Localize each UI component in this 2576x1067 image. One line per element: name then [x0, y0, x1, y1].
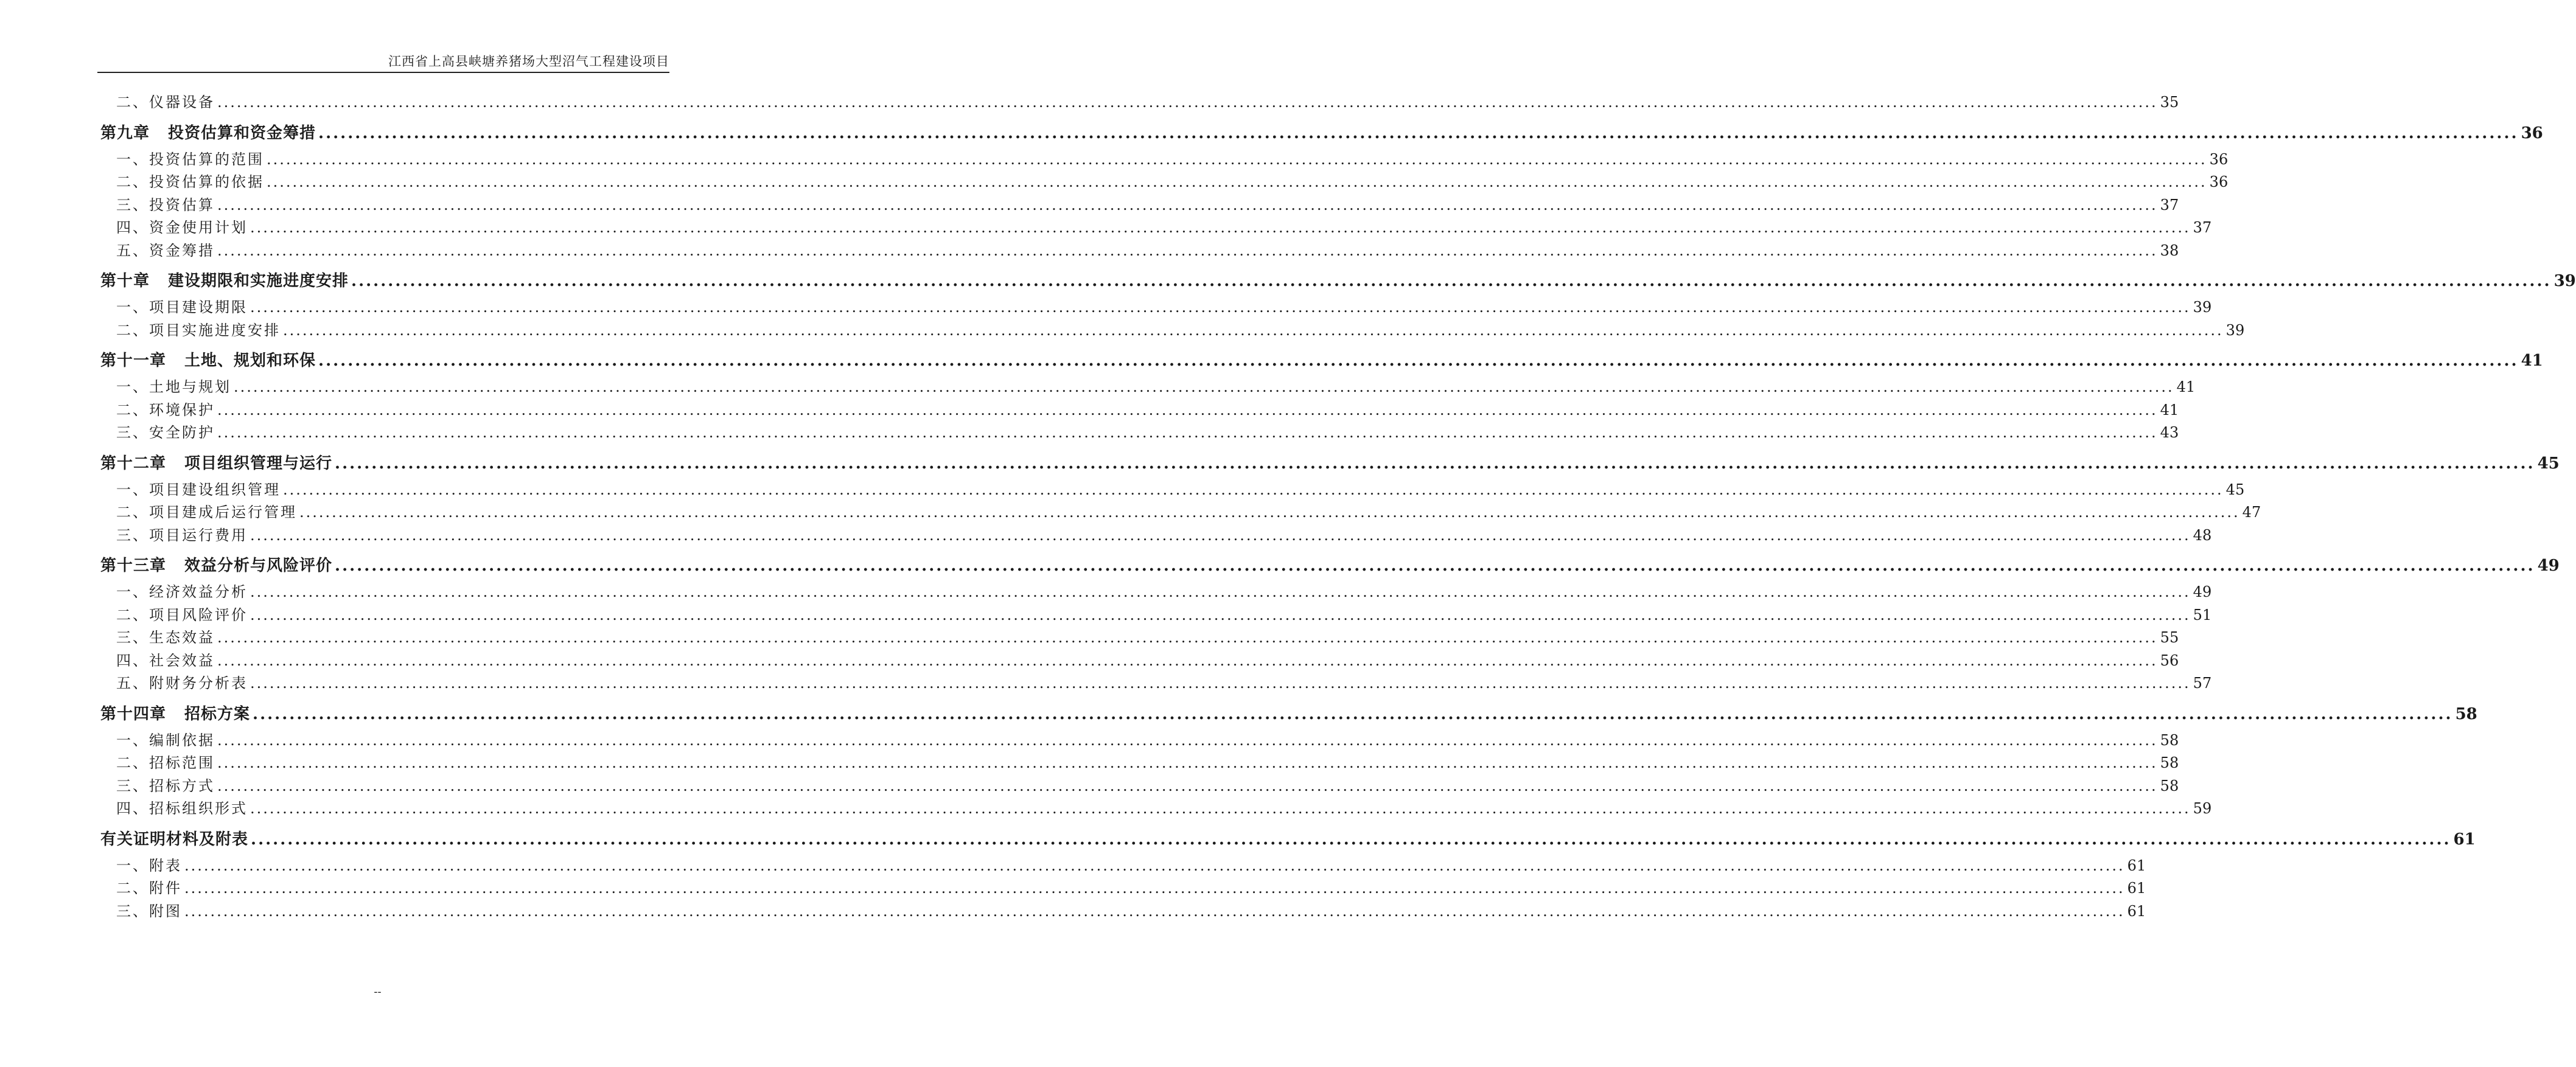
- toc-section-entry[interactable]: [100, 775, 2179, 798]
- toc-dot-leader: ............................................................................................................................................................................................................................................................................................................: [217, 424, 2158, 441]
- toc-entry-title: [100, 118, 316, 148]
- toc-entry-number: 二、: [116, 880, 149, 897]
- toc-entry-number: 二、: [116, 504, 149, 521]
- toc-entry-text: 招标方式: [149, 777, 215, 794]
- toc-entry-title: [116, 798, 248, 821]
- toc-section-entry[interactable]: [100, 194, 2179, 217]
- toc-entry-text: 投资估算: [149, 196, 215, 214]
- toc-entry-text: 建设期限和实施进度安排: [168, 272, 349, 290]
- toc-dot-leader: ............................................................................................................................................................................................................................................................................................................: [267, 150, 2207, 168]
- toc-entry-title: [116, 524, 248, 547]
- toc-section-entry[interactable]: [100, 240, 2179, 263]
- toc-entry-title: [116, 217, 248, 240]
- toc-entry-title: [116, 376, 231, 399]
- toc-entry-page: 51: [2193, 606, 2212, 624]
- toc-entry-page: 49: [2193, 583, 2212, 600]
- toc-entry-text: 仪器设备: [149, 94, 215, 111]
- toc-dot-leader: ............................................................................................................................................................................................................................................................................................................: [217, 652, 2158, 669]
- toc-entry-page: 36: [2521, 123, 2543, 142]
- toc-entry-number: 二、: [116, 321, 149, 339]
- toc-entry-title: [116, 604, 248, 627]
- toc-entry-page: 59: [2193, 800, 2212, 817]
- toc-entry-text: 附件: [149, 880, 182, 897]
- toc-entry-title: [116, 775, 215, 798]
- toc-entry-page: 37: [2193, 219, 2212, 236]
- toc-entry-text: 招标范围: [149, 754, 215, 771]
- toc-entry-page: 55: [2160, 629, 2179, 646]
- toc-entry-text: 投资估算的依据: [149, 173, 264, 190]
- page-number-marker: --: [374, 985, 382, 998]
- toc-dot-leader: ............................................................................................................................................................................................................................................................................................................: [283, 481, 2224, 498]
- toc-entry-title: [116, 422, 215, 445]
- toc-entry-text: 环境保护: [149, 401, 215, 419]
- toc-entry-page: 61: [2127, 902, 2146, 920]
- toc-entry-title: [116, 171, 264, 194]
- toc-entry-title: [116, 855, 182, 878]
- toc-dot-leader: ............................................................................................................................................................................................................................................................................................................: [217, 196, 2158, 214]
- toc-section-entry[interactable]: [100, 501, 2261, 524]
- toc-section-entry[interactable]: [100, 296, 2212, 319]
- toc-dot-leader: ............................................................................................................................................................................................................................................................................................................: [250, 526, 2191, 544]
- toc-entry-text: 项目风险评价: [149, 606, 248, 624]
- toc-section-entry[interactable]: [100, 855, 2146, 878]
- toc-entry-number: 第十一章: [100, 352, 167, 370]
- toc-entry-text: 项目建设期限: [149, 299, 248, 316]
- toc-entry-text: 资金筹措: [149, 242, 215, 259]
- toc-section-entry[interactable]: [100, 91, 2179, 114]
- toc-entry-number: 二、: [116, 401, 149, 419]
- toc-dot-leader: ............................................................................................................................................................................................................................................................................................................: [184, 857, 2125, 874]
- toc-dot-leader: ............................................................................................................................................................................................................................................................................................................: [234, 378, 2174, 395]
- header-title: 江西省上高县峡塘养猪场大型沼气工程建设项目: [388, 54, 669, 69]
- toc-entry-number: 二、: [116, 94, 149, 111]
- toc-dot-leader: ............................................................................................................................................................................................................................................................................................................: [217, 754, 2158, 771]
- toc-entry-page: 61: [2453, 830, 2476, 849]
- toc-entry-title: [116, 148, 264, 172]
- toc-dot-leader: ............................................................................................................................................................................................................................................................................................................: [217, 629, 2158, 646]
- toc-section-entry[interactable]: [100, 877, 2146, 900]
- toc-entry-title: [116, 296, 248, 319]
- toc-entry-page: 41: [2521, 352, 2543, 370]
- toc-entry-page: 61: [2127, 857, 2146, 874]
- toc-dot-leader: ............................................................................................................................................................................................................................................................................................................: [318, 123, 2519, 142]
- toc-entry-text: 安全防护: [149, 424, 215, 441]
- toc-dot-leader: ............................................................................................................................................................................................................................................................................................................: [217, 242, 2158, 259]
- toc-entry-title: [116, 501, 297, 524]
- toc-entry-number: 二、: [116, 754, 149, 771]
- toc-dot-leader: ............................................................................................................................................................................................................................................................................................................: [184, 880, 2125, 897]
- toc-section-entry[interactable]: [100, 798, 2212, 821]
- toc-entry-title: [100, 448, 332, 479]
- toc-dot-leader: ............................................................................................................................................................................................................................................................................................................: [217, 94, 2158, 111]
- toc-dot-leader: ............................................................................................................................................................................................................................................................................................................: [299, 504, 2240, 521]
- toc-chapter-entry[interactable]: [100, 346, 2543, 376]
- toc-entry-page: 49: [2537, 557, 2560, 575]
- toc-entry-text: 招标方案: [184, 704, 251, 723]
- toc-section-entry[interactable]: [100, 627, 2179, 650]
- toc-chapter-entry[interactable]: [100, 448, 2560, 479]
- toc-entry-number: 第十三章: [100, 557, 167, 575]
- toc-entry-text: 社会效益: [149, 652, 215, 669]
- toc-entry-title: [100, 551, 332, 581]
- toc-entry-text: 土地、规划和环保: [184, 352, 316, 370]
- page-header: [97, 51, 669, 73]
- toc-entry-text: 有关证明材料及附表: [100, 830, 249, 849]
- toc-entry-title: [100, 346, 316, 376]
- toc-entry-page: 37: [2160, 196, 2179, 214]
- toc-entry-number: 一、: [116, 378, 149, 395]
- toc-entry-text: 土地与规划: [149, 378, 231, 395]
- toc-entry-page: 45: [2225, 481, 2245, 498]
- toc-entry-text: 附图: [149, 902, 182, 920]
- toc-dot-leader: ............................................................................................................................................................................................................................................................................................................: [250, 800, 2191, 817]
- toc-entry-page: 39: [2193, 299, 2212, 316]
- toc-entry-number: 第十二章: [100, 454, 167, 473]
- toc-entry-number: 四、: [116, 652, 149, 669]
- toc-entry-text: 项目组织管理与运行: [184, 454, 333, 473]
- toc-entry-text: 项目建设组织管理: [149, 481, 281, 498]
- toc-entry-text: 编制依据: [149, 731, 215, 749]
- toc-entry-number: 三、: [116, 526, 149, 544]
- toc-dot-leader: ............................................................................................................................................................................................................................................................................................................: [251, 830, 2451, 849]
- toc-entry-page: 58: [2160, 731, 2179, 749]
- toc-section-entry[interactable]: [100, 672, 2212, 695]
- toc-entry-text: 项目实施进度安排: [149, 321, 281, 339]
- toc-entry-text: 项目建成后运行管理: [149, 504, 297, 521]
- toc-dot-leader: ............................................................................................................................................................................................................................................................................................................: [318, 352, 2519, 370]
- toc-dot-leader: ............................................................................................................................................................................................................................................................................................................: [267, 173, 2207, 190]
- toc-entry-number: 第九章: [100, 123, 150, 142]
- toc-section-entry[interactable]: [100, 422, 2179, 445]
- toc-entry-number: 第十四章: [100, 704, 167, 723]
- toc-entry-number: 一、: [116, 481, 149, 498]
- toc-entry-title: [116, 672, 248, 695]
- toc-dot-leader: ............................................................................................................................................................................................................................................................................................................: [217, 731, 2158, 749]
- toc-entry-number: 三、: [116, 629, 149, 646]
- toc-entry-title: [116, 479, 281, 502]
- toc-dot-leader: ............................................................................................................................................................................................................................................................................................................: [250, 606, 2191, 624]
- toc-entry-title: [100, 824, 248, 855]
- toc-entry-page: 43: [2160, 424, 2179, 441]
- toc-entry-number: 一、: [116, 150, 149, 168]
- toc-entry-text: 附表: [149, 857, 182, 874]
- toc-entry-text: 项目运行费用: [149, 526, 248, 544]
- toc-entry-text: 效益分析与风险评价: [184, 557, 333, 575]
- toc-entry-number: 三、: [116, 902, 149, 920]
- toc-entry-number: 第十章: [100, 272, 150, 290]
- toc-entry-number: 五、: [116, 675, 149, 692]
- toc-entry-title: [100, 699, 250, 729]
- toc-entry-page: 41: [2160, 401, 2179, 419]
- toc-dot-leader: ............................................................................................................................................................................................................................................................................................................: [250, 675, 2191, 692]
- toc-section-entry[interactable]: [100, 752, 2179, 775]
- toc-entry-page: 57: [2193, 675, 2212, 692]
- toc-entry-title: [100, 266, 349, 296]
- toc-entry-number: 一、: [116, 299, 149, 316]
- toc-entry-number: 三、: [116, 777, 149, 794]
- toc-entry-title: [116, 627, 215, 650]
- toc-entry-page: 58: [2455, 704, 2477, 723]
- toc-section-entry[interactable]: [100, 319, 2245, 342]
- toc-entry-title: [116, 399, 215, 422]
- toc-dot-leader: ............................................................................................................................................................................................................................................................................................................: [253, 704, 2453, 723]
- toc-entry-page: 61: [2127, 880, 2146, 897]
- toc-dot-leader: ............................................................................................................................................................................................................................................................................................................: [335, 454, 2535, 473]
- toc-entry-page: 41: [2176, 378, 2196, 395]
- toc-entry-title: [116, 240, 215, 263]
- toc-section-entry[interactable]: [100, 729, 2179, 752]
- toc-dot-leader: ............................................................................................................................................................................................................................................................................................................: [184, 902, 2125, 920]
- toc-entry-text: 附财务分析表: [149, 675, 248, 692]
- toc-section-entry[interactable]: [100, 650, 2179, 673]
- toc-entry-page: 48: [2193, 526, 2212, 544]
- toc-entry-title: [116, 900, 182, 923]
- toc-entry-text: 生态效益: [149, 629, 215, 646]
- toc-dot-leader: ............................................................................................................................................................................................................................................................................................................: [250, 583, 2191, 600]
- toc-entry-text: 资金使用计划: [149, 219, 248, 236]
- toc-dot-leader: ............................................................................................................................................................................................................................................................................................................: [217, 777, 2158, 794]
- toc-entry-page: 47: [2242, 504, 2261, 521]
- toc-dot-leader: ............................................................................................................................................................................................................................................................................................................: [250, 299, 2191, 316]
- toc-section-entry[interactable]: [100, 900, 2146, 923]
- toc-section-entry[interactable]: [100, 148, 2229, 172]
- toc-section-entry[interactable]: [100, 171, 2229, 194]
- toc-entry-page: 35: [2160, 94, 2179, 111]
- toc-entry-page: 38: [2160, 242, 2179, 259]
- table-of-contents: [100, 91, 2576, 923]
- toc-entry-text: 招标组织形式: [149, 800, 248, 817]
- toc-entry-title: [116, 91, 215, 114]
- toc-entry-title: [116, 752, 215, 775]
- toc-dot-leader: ............................................................................................................................................................................................................................................................................................................: [335, 557, 2535, 575]
- toc-entry-page: 36: [2209, 150, 2229, 168]
- toc-section-entry[interactable]: [100, 376, 2196, 399]
- toc-entry-title: [116, 650, 215, 673]
- toc-dot-leader: ............................................................................................................................................................................................................................................................................................................: [283, 321, 2224, 339]
- toc-section-entry[interactable]: [100, 399, 2179, 422]
- toc-chapter-entry[interactable]: [100, 118, 2543, 148]
- toc-section-entry[interactable]: [100, 217, 2212, 240]
- toc-chapter-entry[interactable]: [100, 266, 2576, 296]
- toc-entry-number: 三、: [116, 424, 149, 441]
- toc-dot-leader: ............................................................................................................................................................................................................................................................................................................: [351, 272, 2552, 290]
- toc-entry-page: 58: [2160, 754, 2179, 771]
- toc-entry-page: 36: [2209, 173, 2229, 190]
- toc-entry-number: 四、: [116, 800, 149, 817]
- toc-dot-leader: ............................................................................................................................................................................................................................................................................................................: [250, 219, 2191, 236]
- toc-entry-page: 58: [2160, 777, 2179, 794]
- toc-entry-text: 投资估算的范围: [149, 150, 264, 168]
- toc-entry-title: [116, 729, 215, 752]
- toc-section-entry[interactable]: [100, 479, 2245, 502]
- toc-entry-title: [116, 581, 248, 604]
- toc-entry-number: 一、: [116, 857, 149, 874]
- toc-entry-number: 四、: [116, 219, 149, 236]
- toc-entry-page: 45: [2537, 454, 2560, 473]
- toc-dot-leader: ............................................................................................................................................................................................................................................................................................................: [217, 401, 2158, 419]
- toc-entry-text: 投资估算和资金筹措: [168, 123, 316, 142]
- toc-entry-title: [116, 194, 215, 217]
- toc-chapter-entry[interactable]: [100, 699, 2477, 729]
- toc-chapter-entry[interactable]: [100, 551, 2560, 581]
- toc-entry-title: [116, 319, 281, 342]
- toc-entry-number: 三、: [116, 196, 149, 214]
- toc-entry-text: 经济效益分析: [149, 583, 248, 600]
- toc-entry-page: 56: [2160, 652, 2179, 669]
- toc-entry-page: 39: [2225, 321, 2245, 339]
- toc-entry-number: 二、: [116, 606, 149, 624]
- toc-entry-page: 39: [2553, 272, 2576, 290]
- toc-entry-number: 二、: [116, 173, 149, 190]
- toc-section-entry[interactable]: [100, 524, 2212, 547]
- toc-entry-number: 一、: [116, 731, 149, 749]
- toc-section-entry[interactable]: [100, 604, 2212, 627]
- toc-entry-number: 一、: [116, 583, 149, 600]
- toc-section-entry[interactable]: [100, 581, 2212, 604]
- toc-entry-title: [116, 877, 182, 900]
- toc-chapter-entry[interactable]: [100, 824, 2476, 855]
- page-footer: [0, 985, 755, 998]
- toc-entry-number: 五、: [116, 242, 149, 259]
